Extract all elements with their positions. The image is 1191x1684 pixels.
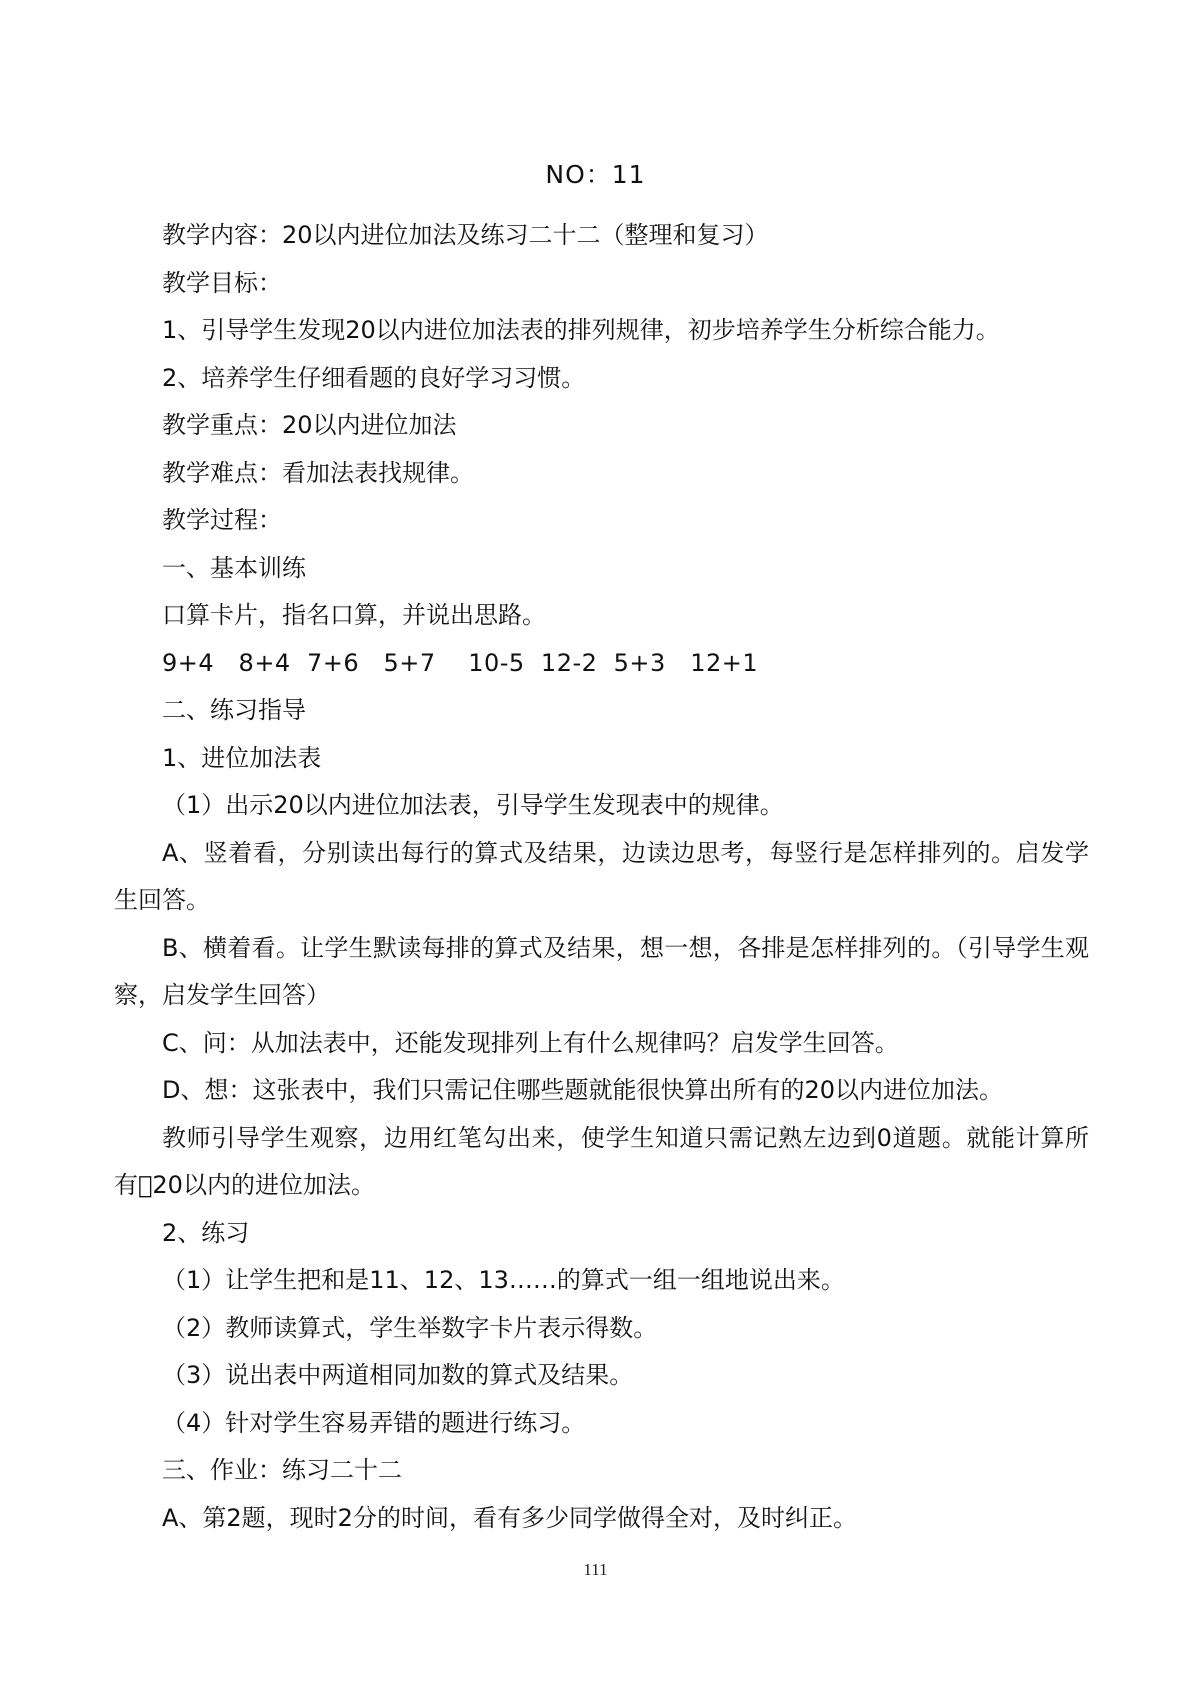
section-practice-guidance: 二、练习指导 <box>162 696 306 724</box>
subsection-addition-table: 1、进位加法表 <box>162 743 322 772</box>
section-basic-training: 一、基本训练 <box>162 553 306 582</box>
calculation-item: 10-5 <box>468 648 525 677</box>
step-think: D、想：这张表中，我们只需记住哪些题就能很快算出所有的20以内进位加法。 <box>162 1076 1004 1104</box>
calculation-item: 7+6 <box>306 648 360 677</box>
teacher-guidance: 教师引导学生观察，边用红笔勾出来，使学生知道只需记熟左边到0道题。就能计算所有 20以内的进位加法。 <box>114 1123 1089 1199</box>
oral-calculation-instruction: 口算卡片，指名口算，并说出思路。 <box>162 601 546 629</box>
teaching-goal-2: 2、培养学生仔细看题的良好学习习惯。 <box>162 363 586 392</box>
calculation-item: 9+4 <box>162 648 215 677</box>
calculation-item: 5+3 <box>613 648 666 677</box>
page-number: 111 <box>583 1560 608 1579</box>
calculation-item: 5+7 <box>383 648 436 677</box>
teaching-difficulty: 教学难点：看加法表找规律。 <box>162 458 474 487</box>
step-question: C、问：从加法表中，还能发现排列上有什么规律吗？启发学生回答。 <box>162 1028 899 1057</box>
subsection-practice: 2、练习 <box>162 1218 250 1247</box>
practice-item-3: （3）说出表中两道相同加数的算式及结果。 <box>162 1361 634 1389</box>
teaching-goals-heading: 教学目标： <box>162 268 282 297</box>
calculation-item: 12-2 <box>540 648 598 677</box>
calculation-item: 8+4 <box>238 648 291 677</box>
calculation-item: 12+1 <box>690 648 759 677</box>
step-show-table: （1）出示20以内进位加法表，引导学生发现表中的规律。 <box>162 791 784 819</box>
practice-item-4: （4）针对学生容易弄错的题进行练习。 <box>162 1408 586 1437</box>
lesson-number-title: NO：11 <box>545 160 646 189</box>
step-horizontal-look: B、横着看。让学生默读每排的算式及结果，想一想，各排是怎样排列的。（引导学生观察，启发学生回答） <box>114 933 1089 1009</box>
step-vertical-look: A、竖着看，分别读出每行的算式及结果，边读边思考，每竖行是怎样排列的。启发学生回答。 <box>114 838 1089 914</box>
homework-item-a: A、第2题，现时2分的时间，看有多少同学做得全对，及时纠正。 <box>162 1503 857 1532</box>
teaching-goal-1: 1、引导学生发现20以内进位加法表的排列规律，初步培养学生分析综合能力。 <box>162 316 1000 344</box>
calculation-list <box>114 640 1089 688</box>
lesson-plan-body <box>114 212 1089 1542</box>
practice-item-2: （2）教师读算式，学生举数字卡片表示得数。 <box>162 1313 658 1342</box>
practice-item-1: （1）让学生把和是11、12、13……的算式一组一组地说出来。 <box>162 1266 845 1294</box>
teaching-content: 教学内容：20以内进位加法及练习二十二（整理和复习） <box>162 221 769 249</box>
section-homework: 三、作业：练习二十二 <box>162 1456 402 1484</box>
teaching-key-point: 教学重点：20以内进位加法 <box>162 411 457 439</box>
teaching-process-heading: 教学过程： <box>162 506 282 534</box>
